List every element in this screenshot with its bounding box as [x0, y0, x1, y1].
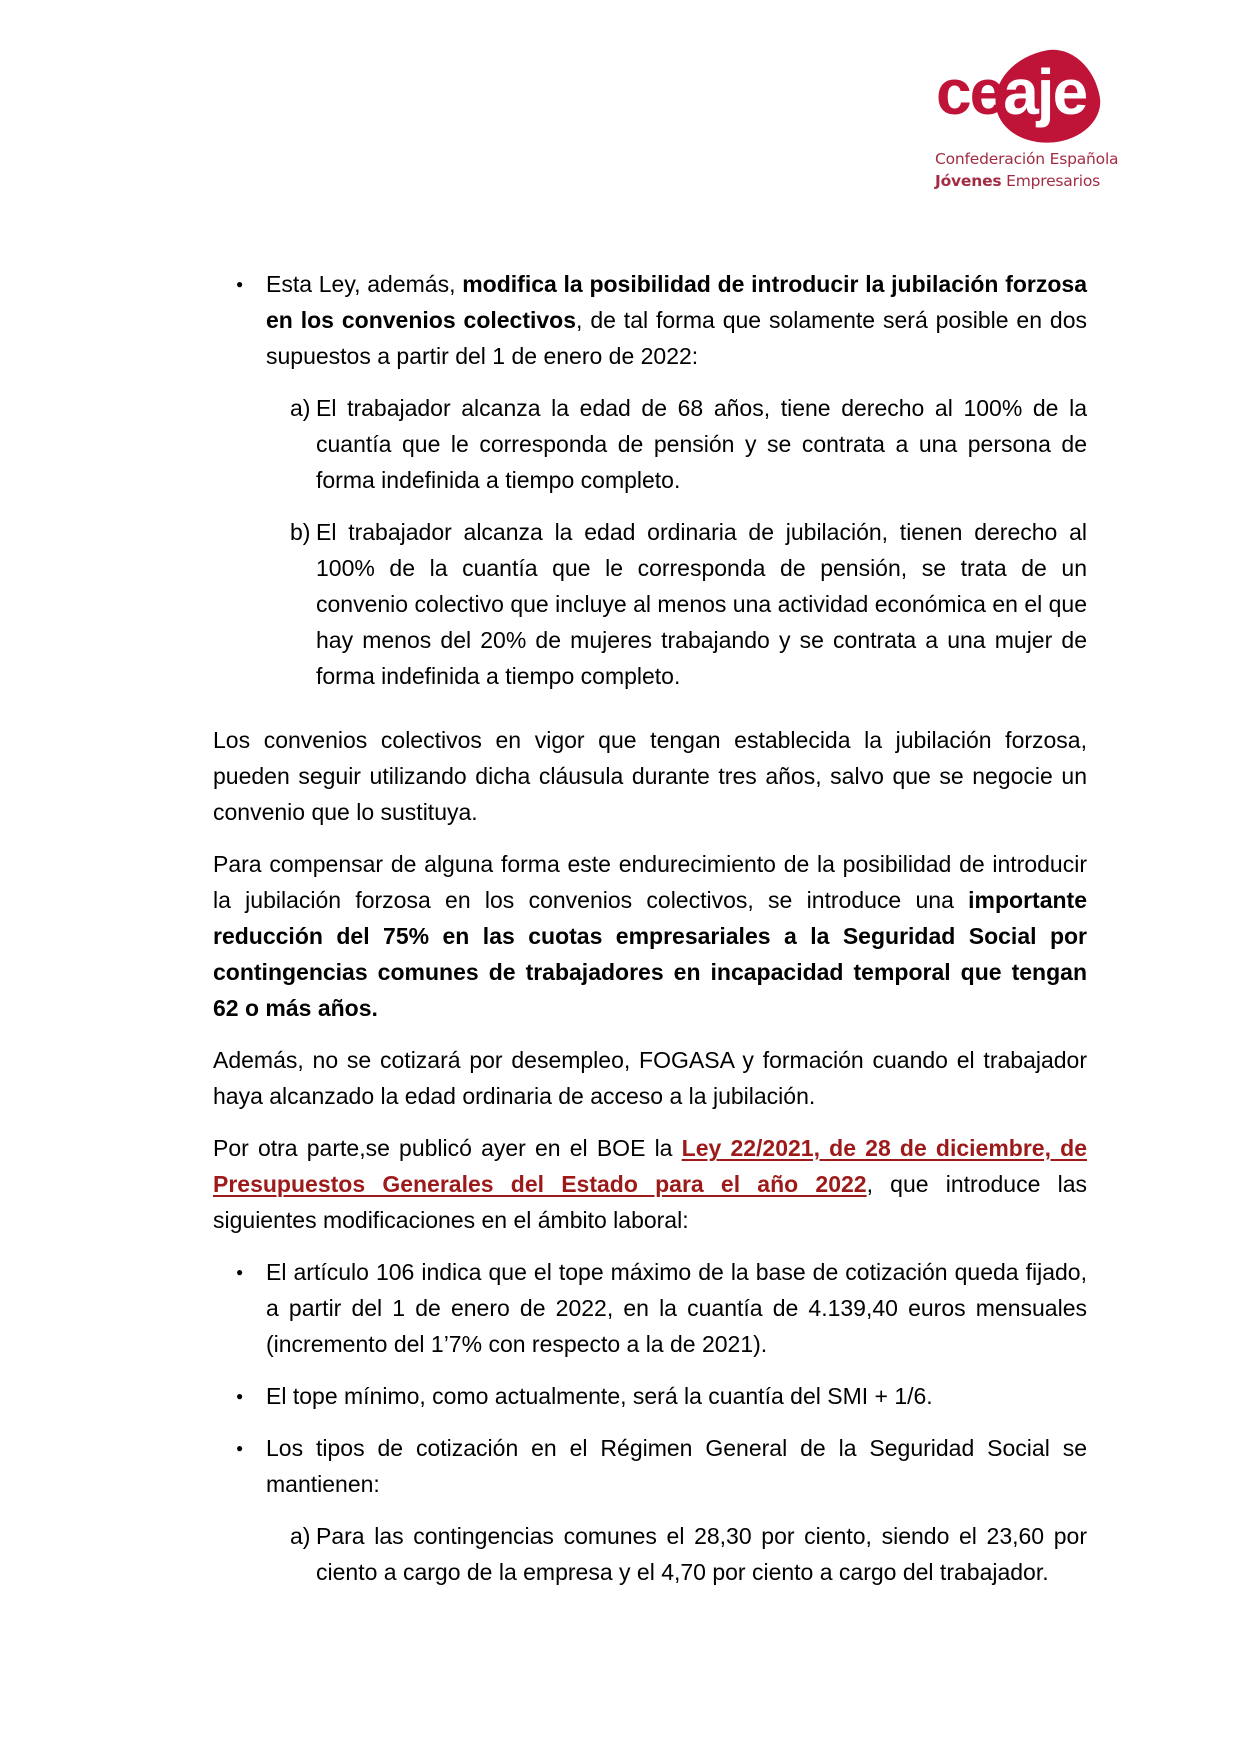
text-segment: importante reducción del 75% en las cuotas empresariales a la Seguridad Social por contingencias comunes de trabajadores en incapacidad temporal que tengan 62 o más años.: [213, 887, 1087, 1021]
text-segment: Los tipos de cotización en el Régimen General de la Seguridad Social se mantienen:: [266, 1435, 1087, 1497]
text-segment: Para las contingencias comunes el 28,30 por ciento, siendo el 23,60 por ciento a cargo de la empresa y el 4,70 por ciento a cargo del trabajador.: [316, 1523, 1087, 1585]
logo-wordmark: [936, 56, 1087, 128]
text-segment: , que introduce las siguientes modificaciones en el ámbito laboral:: [213, 1171, 1088, 1233]
paragraph: [213, 722, 1087, 830]
text-segment: Los convenios colectivos en vigor que tengan establecida la jubilación forzosa, pueden seguir utilizando dicha cláusula durante tres años, salvo que se negocie un convenio que lo sustituya.: [213, 727, 1087, 825]
alpha-label: b): [290, 519, 311, 545]
logo-wordmark-ce: ce: [936, 56, 1004, 128]
bullet-item: [213, 266, 1087, 374]
bullet-item: [213, 1254, 1087, 1362]
logo-subtitle-line1: Confederación Española: [935, 150, 1119, 168]
paragraph: [213, 846, 1087, 1026]
document-body: [213, 266, 1087, 1606]
text-segment: Por otra parte,se publicó ayer en el BOE la: [213, 1135, 682, 1161]
alpha-item: [213, 390, 1087, 498]
bullet-marker: ●: [236, 1265, 244, 1279]
text-segment: Para compensar de alguna forma este endurecimiento de la posibilidad de introducir la jubilación forzosa en los convenios colectivos, se introduce una: [213, 851, 1087, 913]
logo-subtitle-rest: Empresarios: [1001, 172, 1101, 190]
text-segment: Además, no se cotizará por desempleo, FOGASA y formación cuando el trabajador haya alcanzado la edad ordinaria de acceso a la jubilación.: [213, 1047, 1087, 1109]
text-segment: El trabajador alcanza la edad ordinaria de jubilación, tienen derecho al 100% de la cuantía que le corresponda de pensión, se trata de un convenio colectivo que incluye al menos una actividad económica en el que hay menos del 20% de mujeres trabajando y se contrata a una mujer de forma indefinida a tiempo completo.: [316, 519, 1087, 689]
bullet-marker: ●: [236, 1441, 244, 1455]
text-segment: , de tal forma que solamente será posible en dos supuestos a partir del 1 de enero de 2022:: [266, 307, 1087, 369]
alpha-label: a): [290, 395, 311, 421]
logo-wordmark-aje: aje: [1003, 56, 1087, 128]
alpha-item: [213, 514, 1087, 694]
bullet-marker: ●: [236, 1389, 244, 1403]
logo-subtitle-bold: Jóvenes: [935, 172, 1002, 190]
text-segment: modifica la posibilidad de introducir la jubilación forzosa en los convenios colectivos: [266, 271, 1087, 333]
alpha-item: [213, 1518, 1087, 1590]
text-segment: El tope mínimo, como actualmente, será la cuantía del SMI + 1/6.: [266, 1383, 933, 1409]
text-segment: Esta Ley, además,: [266, 271, 463, 297]
paragraph: [213, 1042, 1087, 1114]
text-segment: El artículo 106 indica que el tope máximo de la base de cotización queda fijado, a partir del 1 de enero de 2022, en la cuantía de 4.139,40 euros mensuales (incremento del 1’7% con respecto a la de 2021).: [266, 1259, 1087, 1357]
bullet-item: [213, 1378, 1087, 1414]
logo-subtitle-line2: [935, 170, 1100, 192]
paragraph: [213, 1130, 1087, 1238]
bullet-item: [213, 1430, 1087, 1502]
alpha-label: a): [290, 1523, 311, 1549]
text-segment: El trabajador alcanza la edad de 68 años, tiene derecho al 100% de la cuantía que le corresponda de pensión y se contrata a una persona de forma indefinida a tiempo completo.: [316, 395, 1087, 493]
ceaje-logo: [915, 35, 1155, 205]
boe-law-link[interactable]: Ley 22/2021, de 28 de diciembre, de Presupuestos Generales del Estado para el año 2022: [213, 1135, 1087, 1197]
bullet-marker: ●: [236, 277, 244, 291]
